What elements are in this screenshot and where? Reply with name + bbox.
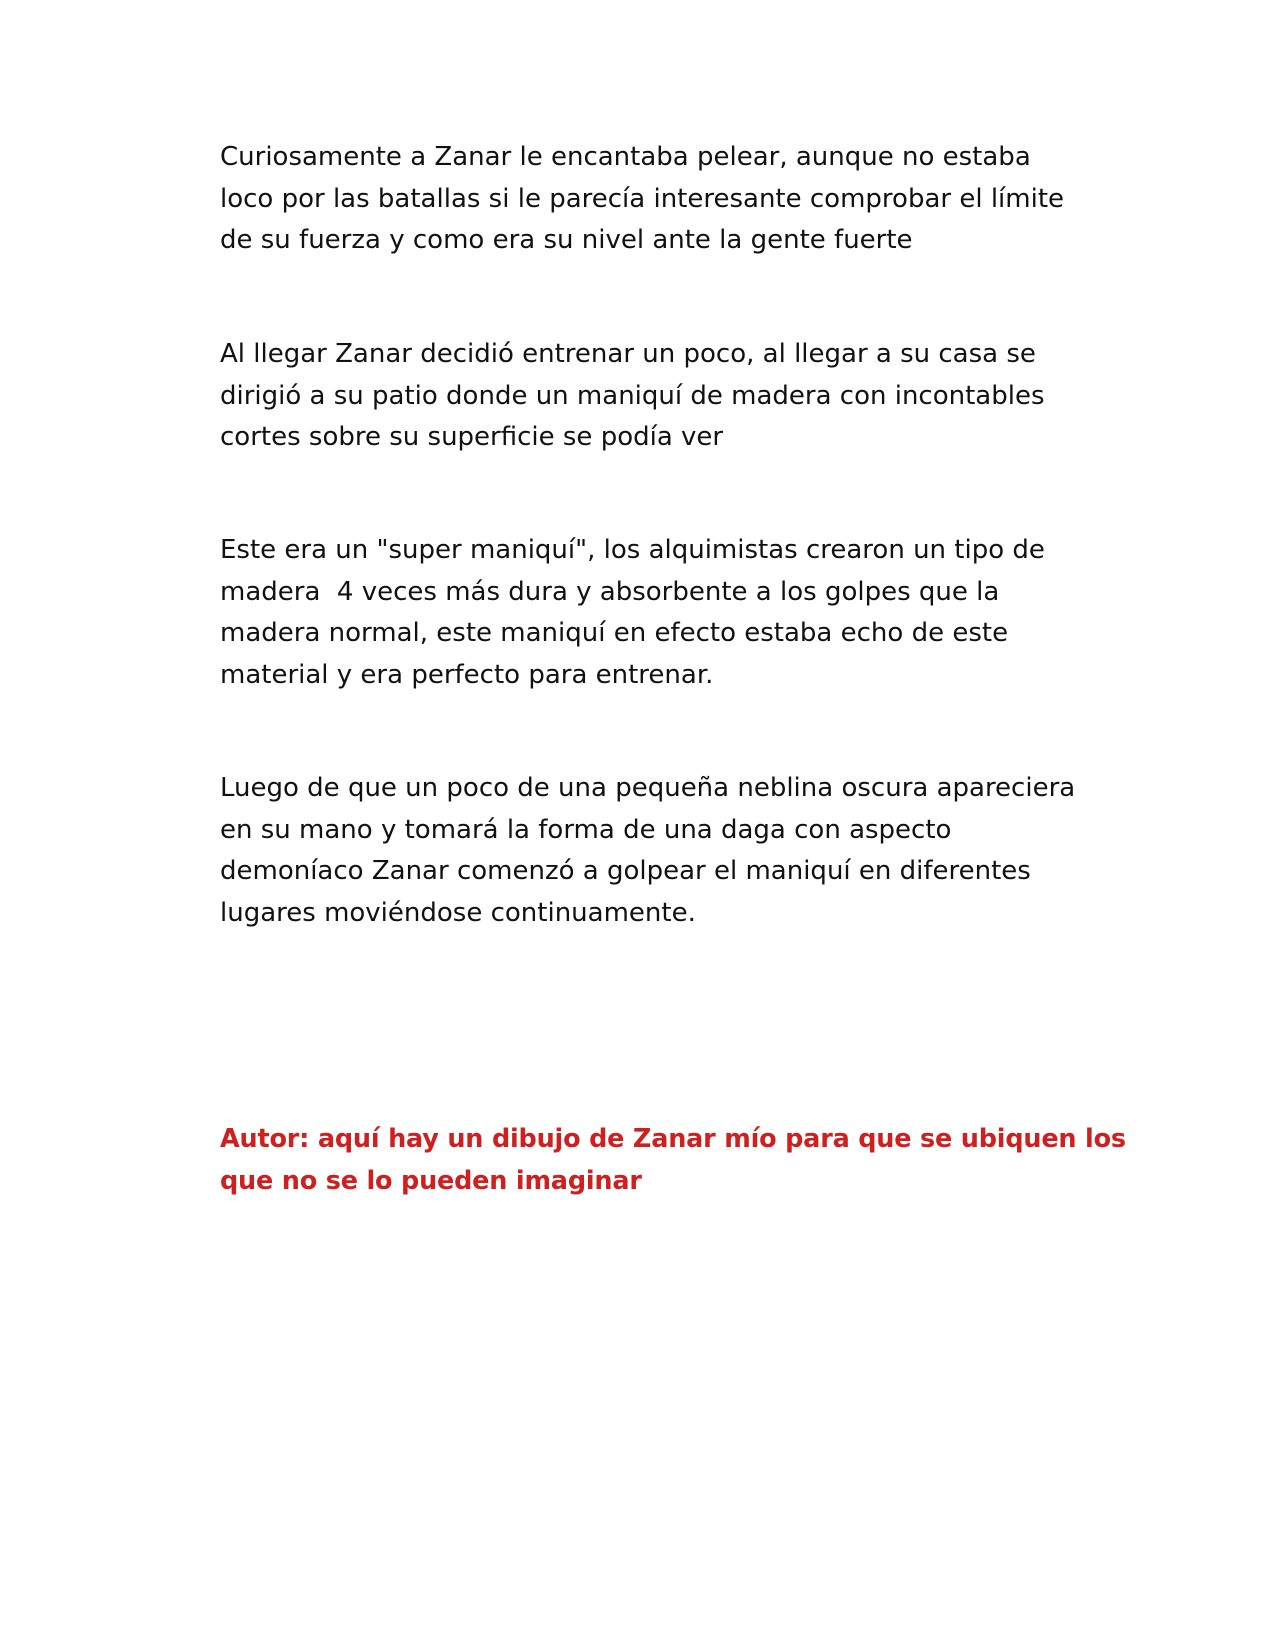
paragraph-line: dirigió a su patio donde un maniquí de madera con incontables <box>220 380 1045 411</box>
paragraph-3 <box>220 530 1080 696</box>
paragraph-line: Luego de que un poco de una pequeña neblina oscura apareciera <box>220 773 1076 803</box>
author-note-line: Autor: aquí hay un dibujo de Zanar mío para que se ubiquen los <box>220 1124 1126 1154</box>
paragraph-line: cortes sobre su superficie se podía ver <box>220 422 724 452</box>
paragraph-line: madera normal, este maniquí en efecto estaba echo de este <box>220 618 1009 648</box>
author-note-line: que no se lo pueden imaginar <box>220 1165 642 1196</box>
paragraph-line: material y era perfecto para entrenar. <box>220 659 714 690</box>
author-note <box>220 1119 1126 1202</box>
paragraph-2 <box>220 334 1080 459</box>
paragraph-line: lugares moviéndose continuamente. <box>220 897 696 928</box>
paragraph-4 <box>220 768 1080 934</box>
paragraph-line: Curiosamente a Zanar le encantaba pelear, aunque no estaba <box>220 142 1031 172</box>
paragraph-line: en su mano y tomará la forma de una daga con aspecto <box>220 814 952 845</box>
paragraph-line: de su fuerza y como era su nivel ante la gente fuerte <box>220 225 913 255</box>
paragraph-1 <box>220 137 1080 262</box>
paragraph-line: Este era un "super maniquí", los alquimistas crearon un tipo de <box>220 535 1045 565</box>
paragraph-line: demoníaco Zanar comenzó a golpear el maniquí en diferentes <box>220 856 1031 886</box>
paragraph-line: loco por las batallas si le parecía interesante comprobar el límite <box>220 183 1065 214</box>
paragraph-line: Al llegar Zanar decidió entrenar un poco, al llegar a su casa se <box>220 339 1036 369</box>
paragraph-line: madera 4 veces más dura y absorbente a los golpes que la <box>220 576 1000 607</box>
